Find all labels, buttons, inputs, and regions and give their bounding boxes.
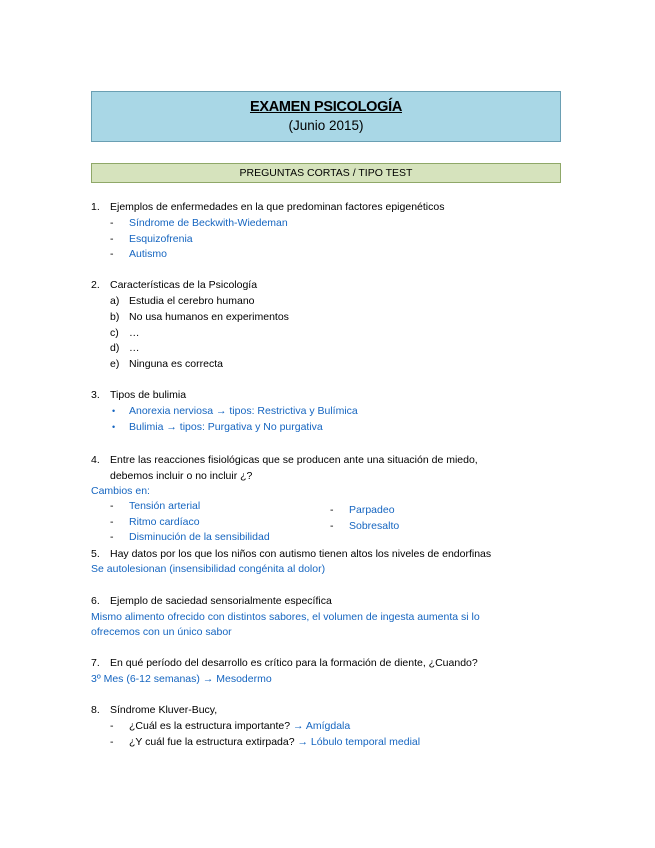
arrow-icon: → bbox=[293, 720, 304, 732]
answer-item bbox=[129, 421, 323, 433]
dash-marker: - bbox=[110, 516, 114, 528]
bullet-marker: • bbox=[112, 406, 116, 416]
answer-detail: tipos: Restrictiva y Bulímica bbox=[229, 405, 358, 417]
answer-item: Esquizofrenia bbox=[129, 233, 193, 245]
question-number: 1. bbox=[91, 201, 100, 213]
answer-intro: Cambios en: bbox=[91, 485, 150, 497]
question-text: Síndrome Kluver-Bucy, bbox=[110, 704, 218, 716]
option-text: … bbox=[129, 327, 140, 339]
answer-text: Mismo alimento ofrecido con distintos sabores, el volumen de ingesta aumenta si lo bbox=[91, 611, 480, 623]
answer-term: 3º Mes (6-12 semanas) bbox=[91, 673, 200, 685]
dash-marker: - bbox=[110, 217, 114, 229]
question-text: Hay datos por los que los niños con autismo tienen altos los niveles de endorfinas bbox=[110, 548, 492, 560]
answer-detail: tipos: Purgativa y No purgativa bbox=[179, 421, 323, 433]
dash-marker: - bbox=[110, 736, 114, 748]
option-letter: c) bbox=[110, 327, 119, 339]
answer-item: Síndrome de Beckwith-Wiedeman bbox=[129, 217, 288, 229]
dash-marker: - bbox=[110, 531, 114, 543]
option-text: Ninguna es correcta bbox=[129, 358, 223, 370]
option-letter: b) bbox=[110, 311, 120, 323]
answer-detail: Mesodermo bbox=[216, 673, 272, 685]
exam-title: EXAMEN PSICOLOGÍA bbox=[249, 99, 402, 115]
question-number: 7. bbox=[91, 657, 100, 669]
question-number: 8. bbox=[91, 704, 100, 716]
question-number: 6. bbox=[91, 595, 100, 607]
question-text: Ejemplo de saciedad sensorialmente específica bbox=[110, 595, 332, 607]
answer-item: Disminución de la sensibilidad bbox=[129, 531, 270, 543]
answer-detail: Lóbulo temporal medial bbox=[310, 736, 421, 748]
option-letter: d) bbox=[110, 342, 120, 354]
arrow-icon: → bbox=[297, 736, 308, 748]
answer-detail: Amígdala bbox=[305, 720, 351, 732]
sub-question: ¿Y cuál fue la estructura extirpada? bbox=[129, 736, 295, 748]
answer-item bbox=[129, 720, 350, 732]
question-text: Características de la Psicología bbox=[110, 279, 258, 291]
option-text: No usa humanos en experimentos bbox=[129, 311, 289, 323]
option-text: … bbox=[129, 342, 140, 354]
arrow-icon: → bbox=[215, 405, 227, 417]
question-number: 2. bbox=[91, 279, 100, 291]
answer-item: Tensión arterial bbox=[129, 500, 201, 512]
dash-marker: - bbox=[110, 500, 114, 512]
dash-marker: - bbox=[110, 720, 114, 732]
exam-header bbox=[91, 91, 561, 142]
answer-item bbox=[129, 736, 420, 748]
question-text: Entre las reacciones fisiológicas que se producen ante una situación de miedo, bbox=[110, 454, 478, 466]
question-text: Tipos de bulimia bbox=[110, 389, 187, 401]
answer-term: Bulimia bbox=[129, 421, 164, 433]
question-text: Ejemplos de enfermedades en la que predominan factores epigenéticos bbox=[110, 201, 445, 213]
section-title: PREGUNTAS CORTAS / TIPO TEST bbox=[91, 163, 561, 183]
answer-text bbox=[91, 673, 272, 685]
answer-item: Parpadeo bbox=[349, 504, 395, 516]
answer-text: Se autolesionan (insensibilidad congénita al dolor) bbox=[91, 563, 326, 575]
option-letter: e) bbox=[110, 358, 120, 370]
dash-marker: - bbox=[110, 233, 114, 245]
answer-item: Ritmo cardíaco bbox=[129, 516, 200, 528]
answer-term: Anorexia nerviosa bbox=[129, 405, 214, 417]
answer-item: Autismo bbox=[129, 248, 167, 260]
question-text: debemos incluir o no incluir ¿? bbox=[110, 470, 253, 482]
arrow-icon: → bbox=[166, 421, 177, 433]
dash-marker: - bbox=[110, 248, 114, 260]
bullet-marker: • bbox=[112, 422, 116, 432]
exam-date: (Junio 2015) bbox=[288, 118, 364, 133]
answer-item: Sobresalto bbox=[349, 520, 400, 532]
option-letter: a) bbox=[110, 295, 120, 307]
sub-question: ¿Cuál es la estructura importante? bbox=[129, 720, 291, 732]
arrow-icon: → bbox=[202, 673, 214, 685]
question-number: 4. bbox=[91, 454, 100, 466]
question-number: 5. bbox=[91, 548, 100, 560]
question-text: En qué período del desarrollo es crítico para la formación de diente, ¿Cuando? bbox=[110, 657, 478, 669]
option-text: Estudia el cerebro humano bbox=[129, 295, 255, 307]
dash-marker: - bbox=[330, 520, 334, 532]
question-number: 3. bbox=[91, 389, 100, 401]
answer-text: ofrecemos con un único sabor bbox=[91, 626, 232, 638]
dash-marker: - bbox=[330, 504, 334, 516]
answer-item bbox=[129, 405, 358, 417]
